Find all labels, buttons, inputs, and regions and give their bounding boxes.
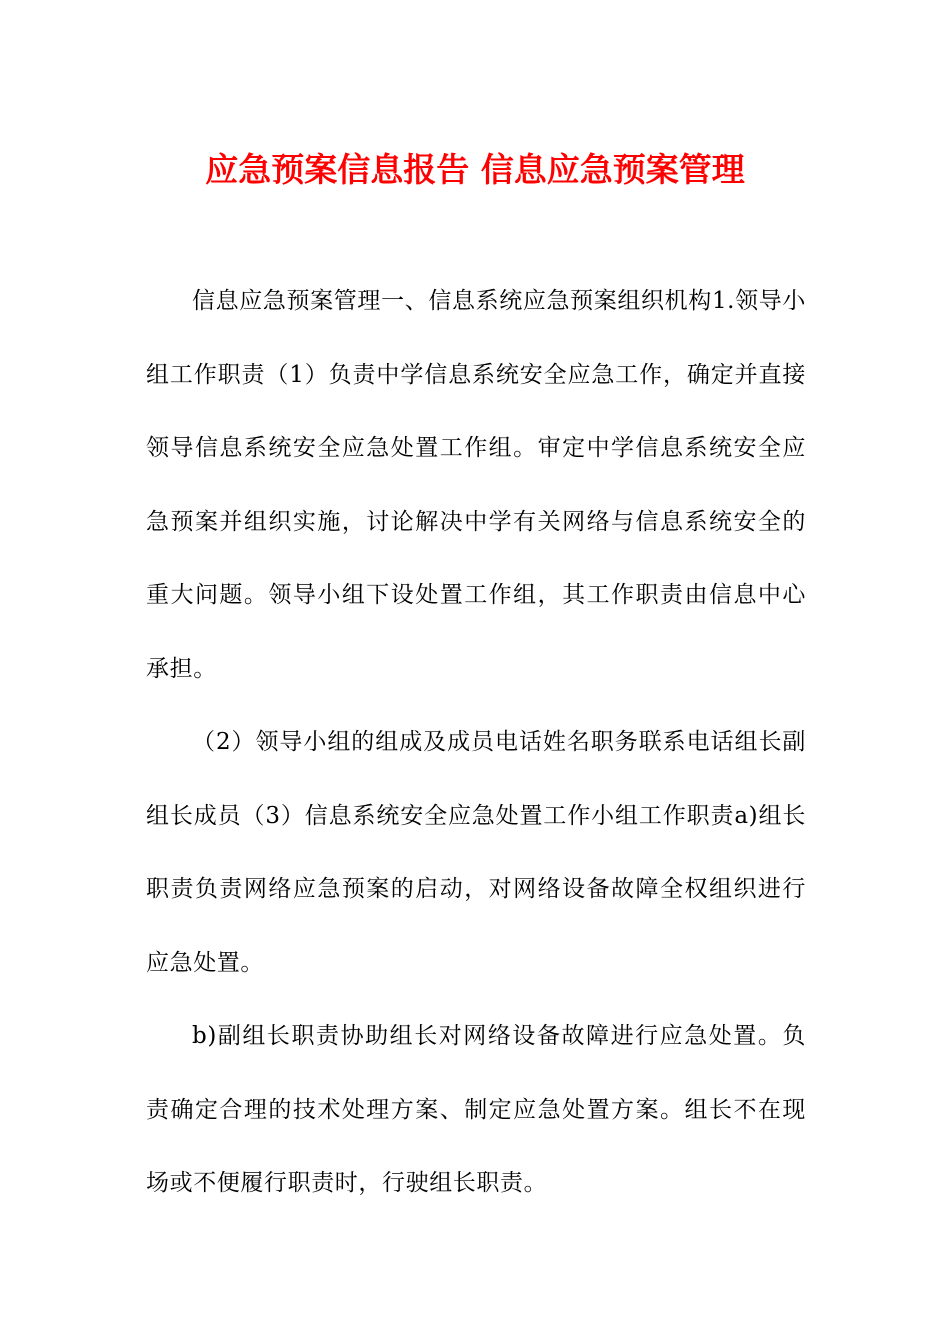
document-body <box>146 265 806 1221</box>
paragraph-3: b)副组长职责协助组长对网络设备故障进行应急处置。负责确定合理的技术处理方案、制定应急处置方案。组长不在现场或不便履行职责时，行驶组长职责。 <box>146 1023 806 1196</box>
paragraph-1: 信息应急预案管理一、信息系统应急预案组织机构1.领导小组工作职责（1）负责中学信息系统安全应急工作，确定并直接领导信息系统安全应急处置工作组。审定中学信息系统安全应急预案并组织实施，讨论解决中学有关网络与信息系统安全的重大问题。领导小组下设处置工作组，其工作职责由信息中心承担。 <box>146 288 806 682</box>
document-title: 应急预案信息报告 信息应急预案管理 <box>205 150 745 189</box>
paragraph-2: （2）领导小组的组成及成员电话姓名职务联系电话组长副组长成员（3）信息系统安全应急处置工作小组工作职责a)组长职责负责网络应急预案的启动，对网络设备故障全权组织进行应急处置。 <box>146 729 806 976</box>
